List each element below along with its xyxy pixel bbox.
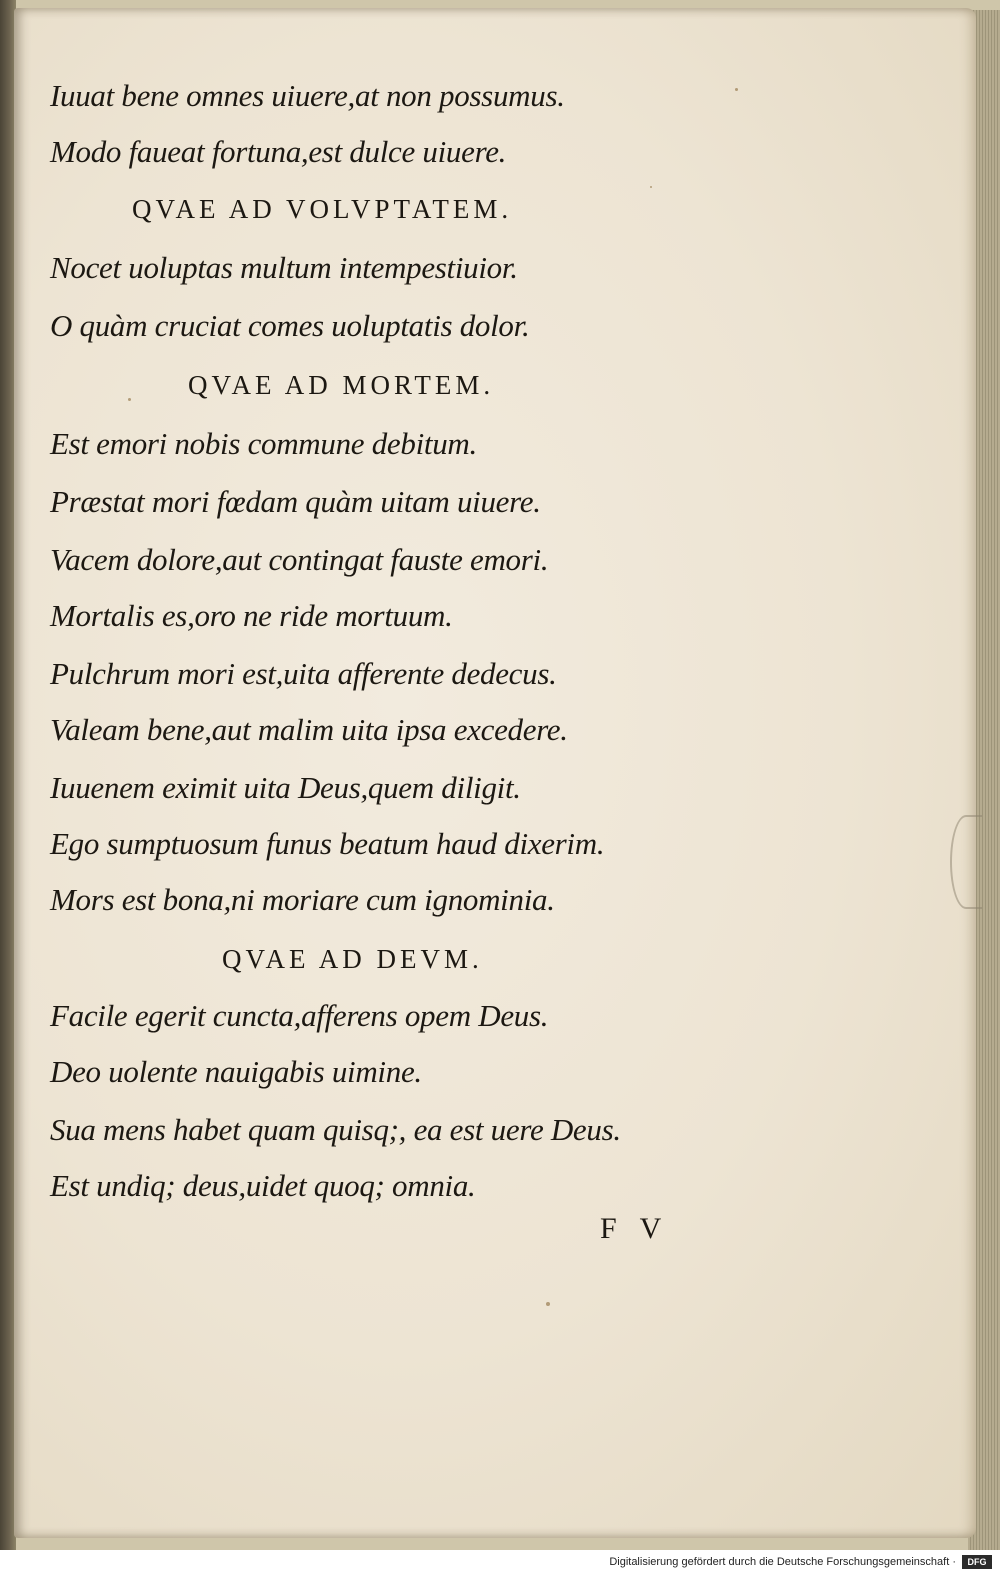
text-line: Mors est bona,ni moriare cum ignominia. [50, 882, 555, 917]
text-line: Modo faueat fortuna,est dulce uiuere. [50, 134, 507, 169]
text-line: Pulchrum mori est,uita afferente dedecus. [50, 656, 557, 691]
section-heading-deum: QVAE AD DEVM. [222, 944, 483, 974]
text-line: Vacem dolore,aut contingat fauste emori. [50, 542, 549, 577]
text-line: Mortalis es,oro ne ride mortuum. [50, 598, 453, 633]
dfg-logo: DFG [962, 1555, 992, 1569]
paper-speck [735, 88, 738, 91]
text-line: Præstat mori fœdam quàm uitam uiuere. [50, 484, 541, 519]
paper-speck [546, 1302, 550, 1306]
text-line: Ego sumptuosum funus beatum haud dixerim. [50, 826, 605, 861]
text-line: Facile egerit cuncta,afferens opem Deus. [50, 998, 549, 1033]
paper-speck [128, 398, 131, 401]
text-line: Nocet uoluptas multum intempestiuior. [50, 250, 518, 285]
text-line: Est undiq; deus,uidet quoq; omnia. [50, 1168, 476, 1203]
signature-mark: F V [600, 1212, 670, 1245]
text-line: Iuuat bene omnes uiuere,at non possumus. [50, 78, 565, 113]
text-line: O quàm cruciat comes uoluptatis dolor. [50, 308, 530, 343]
digitization-credit: Digitalisierung gefördert durch die Deutsche Forschungsgemeinschaft · [609, 1556, 956, 1568]
page-tab-mark [950, 815, 982, 909]
paper-speck [650, 186, 652, 188]
text-line: Deo uolente nauigabis uimine. [50, 1054, 422, 1089]
text-line: Valeam bene,aut malim uita ipsa excedere. [50, 712, 568, 747]
text-line: Iuuenem eximit uita Deus,quem diligit. [50, 770, 521, 805]
text-line: Est emori nobis commune debitum. [50, 426, 477, 461]
section-heading-voluptatem: QVAE AD VOLVPTATEM. [132, 194, 513, 224]
section-heading-mortem: QVAE AD MORTEM. [188, 370, 495, 400]
text-line: Sua mens habet quam quisq;, ea est uere Deus. [50, 1112, 621, 1147]
